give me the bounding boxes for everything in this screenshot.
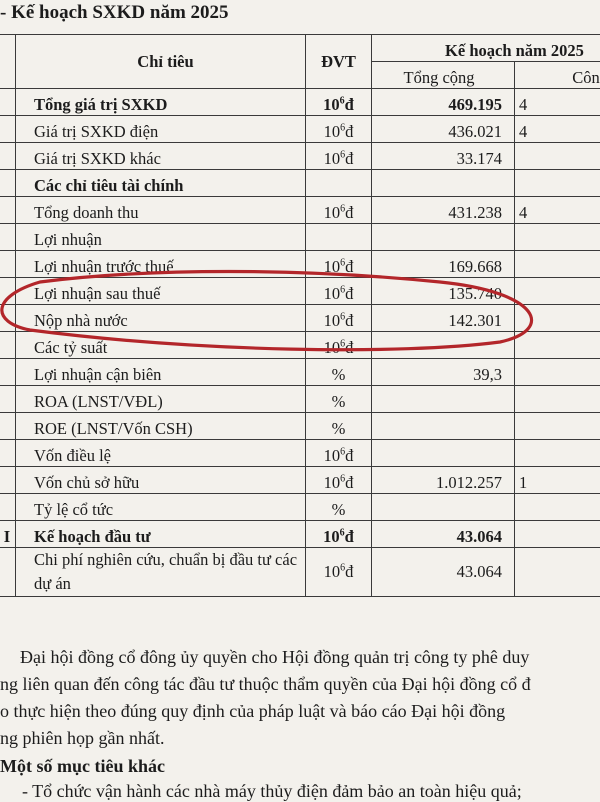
header-unit: ĐVT — [306, 35, 372, 89]
row-sub — [515, 143, 600, 170]
table-row — [0, 521, 600, 548]
row-stt — [0, 89, 16, 116]
row-unit: $10^6đ$ — [306, 143, 372, 170]
row-stt — [0, 305, 16, 332]
section-heading-other-goals: Một số mục tiêu khác — [0, 756, 165, 777]
row-sub — [515, 386, 600, 413]
row-sub — [515, 224, 600, 251]
row-indicator: Lợi nhuận cận biên — [16, 359, 306, 386]
row-stt — [0, 224, 16, 251]
row-sub — [515, 548, 600, 597]
row-sub: 4 — [515, 197, 600, 224]
table-row — [0, 548, 600, 597]
row-total: 436.021 — [372, 116, 515, 143]
row-stt — [0, 386, 16, 413]
row-indicator: Lợi nhuận trước thuế — [16, 251, 306, 278]
row-indicator: Tỷ lệ cổ tức — [16, 494, 306, 521]
row-total: 142.301 — [372, 305, 515, 332]
table-row — [0, 224, 600, 251]
row-indicator: ROE (LNST/Vốn CSH) — [16, 413, 306, 440]
row-total: 43.064 — [372, 548, 515, 597]
row-stt — [0, 278, 16, 305]
row-sub: 1 — [515, 467, 600, 494]
row-unit: $10^6đ$ — [306, 251, 372, 278]
row-unit — [306, 170, 372, 197]
row-sub — [515, 305, 600, 332]
row-sub: 4 — [515, 116, 600, 143]
row-unit — [306, 224, 372, 251]
row-stt — [0, 359, 16, 386]
row-stt — [0, 413, 16, 440]
row-indicator: Các chỉ tiêu tài chính — [16, 170, 306, 197]
row-unit: % — [306, 494, 372, 521]
row-indicator: Lợi nhuận sau thuế — [16, 278, 306, 305]
row-sub — [515, 413, 600, 440]
row-total: 39,3 — [372, 359, 515, 386]
page-title: - Kế hoạch SXKD năm 2025 — [0, 2, 229, 24]
row-unit: $10^6đ$ — [306, 278, 372, 305]
row-unit: $10^6đ$ — [306, 521, 372, 548]
table-body — [0, 89, 600, 597]
table-row — [0, 332, 600, 359]
row-indicator: Tổng doanh thu — [16, 197, 306, 224]
row-total: 431.238 — [372, 197, 515, 224]
table-row — [0, 197, 600, 224]
table-row — [0, 116, 600, 143]
table-header-row-1 — [0, 35, 600, 62]
table-row — [0, 386, 600, 413]
row-unit: $10^6đ$ — [306, 197, 372, 224]
row-stt — [0, 197, 16, 224]
row-indicator: Chi phí nghiên cứu, chuẩn bị đầu tư các dự án — [16, 548, 306, 597]
row-total — [372, 440, 515, 467]
row-total — [372, 224, 515, 251]
row-indicator: Kế hoạch đầu tư — [16, 521, 306, 548]
row-sub — [515, 521, 600, 548]
paragraph-line-2: ng liên quan đến công tác đầu tư thuộc thẩm quyền của Đại hội đồng cổ đ — [0, 671, 600, 698]
row-sub — [515, 251, 600, 278]
row-indicator: Giá trị SXKD khác — [16, 143, 306, 170]
row-indicator: Vốn điều lệ — [16, 440, 306, 467]
header-sub: Côn — [515, 62, 600, 89]
row-stt — [0, 116, 16, 143]
row-indicator: Tổng giá trị SXKD — [16, 89, 306, 116]
row-stt — [0, 170, 16, 197]
table-row — [0, 170, 600, 197]
row-total: 1.012.257 — [372, 467, 515, 494]
header-stt — [0, 35, 16, 89]
plan-table — [0, 34, 600, 597]
row-stt — [0, 467, 16, 494]
row-unit: $10^6đ$ — [306, 116, 372, 143]
table-row — [0, 440, 600, 467]
table-row — [0, 494, 600, 521]
table-row — [0, 305, 600, 332]
authorization-paragraph — [0, 644, 600, 752]
table-row — [0, 413, 600, 440]
row-sub — [515, 332, 600, 359]
paragraph-line-1: Đại hội đồng cổ đông ủy quyền cho Hội đồng quản trị công ty phê duy — [0, 644, 600, 671]
table-row — [0, 143, 600, 170]
row-total: 43.064 — [372, 521, 515, 548]
table-row — [0, 251, 600, 278]
table-row — [0, 89, 600, 116]
row-sub — [515, 359, 600, 386]
row-indicator: Các tỷ suất — [16, 332, 306, 359]
row-sub — [515, 278, 600, 305]
paragraph-line-3: o thực hiện theo đúng quy định của pháp luật và báo cáo Đại hội đồng — [0, 698, 600, 725]
row-total: 33.174 — [372, 143, 515, 170]
row-indicator: Vốn chủ sở hữu — [16, 467, 306, 494]
row-indicator: Giá trị SXKD điện — [16, 116, 306, 143]
row-unit: $10^6đ$ — [306, 332, 372, 359]
table-row — [0, 467, 600, 494]
table-row — [0, 359, 600, 386]
row-sub: 4 — [515, 89, 600, 116]
row-indicator: ROA (LNST/VĐL) — [16, 386, 306, 413]
row-unit: % — [306, 386, 372, 413]
row-sub — [515, 170, 600, 197]
row-indicator: Nộp nhà nước — [16, 305, 306, 332]
row-total: 169.668 — [372, 251, 515, 278]
row-total: 135.740 — [372, 278, 515, 305]
row-unit: $10^6đ$ — [306, 440, 372, 467]
row-unit: % — [306, 413, 372, 440]
row-unit: % — [306, 359, 372, 386]
row-unit: $10^6đ$ — [306, 305, 372, 332]
row-sub — [515, 440, 600, 467]
row-unit: $10^6đ$ — [306, 467, 372, 494]
paragraph-line-4: ng phiên họp gần nhất. — [0, 725, 600, 752]
row-unit: $10^6đ$ — [306, 548, 372, 597]
row-unit: $10^6đ$ — [306, 89, 372, 116]
header-indicator: Chỉ tiêu — [16, 35, 306, 89]
row-sub — [515, 494, 600, 521]
row-total — [372, 386, 515, 413]
row-total — [372, 332, 515, 359]
row-stt — [0, 143, 16, 170]
row-indicator: Lợi nhuận — [16, 224, 306, 251]
row-total — [372, 170, 515, 197]
header-total: Tổng cộng — [372, 62, 515, 89]
row-total — [372, 494, 515, 521]
row-stt: I — [0, 521, 16, 548]
row-total: 469.195 — [372, 89, 515, 116]
row-stt — [0, 494, 16, 521]
row-stt — [0, 548, 16, 597]
row-total — [372, 413, 515, 440]
row-stt — [0, 251, 16, 278]
bullet-item: - Tổ chức vận hành các nhà máy thủy điện đảm bảo an toàn hiệu quả; — [22, 781, 522, 802]
row-stt — [0, 332, 16, 359]
table-row — [0, 278, 600, 305]
row-stt — [0, 440, 16, 467]
header-plan: Kế hoạch năm 2025 — [372, 35, 600, 62]
